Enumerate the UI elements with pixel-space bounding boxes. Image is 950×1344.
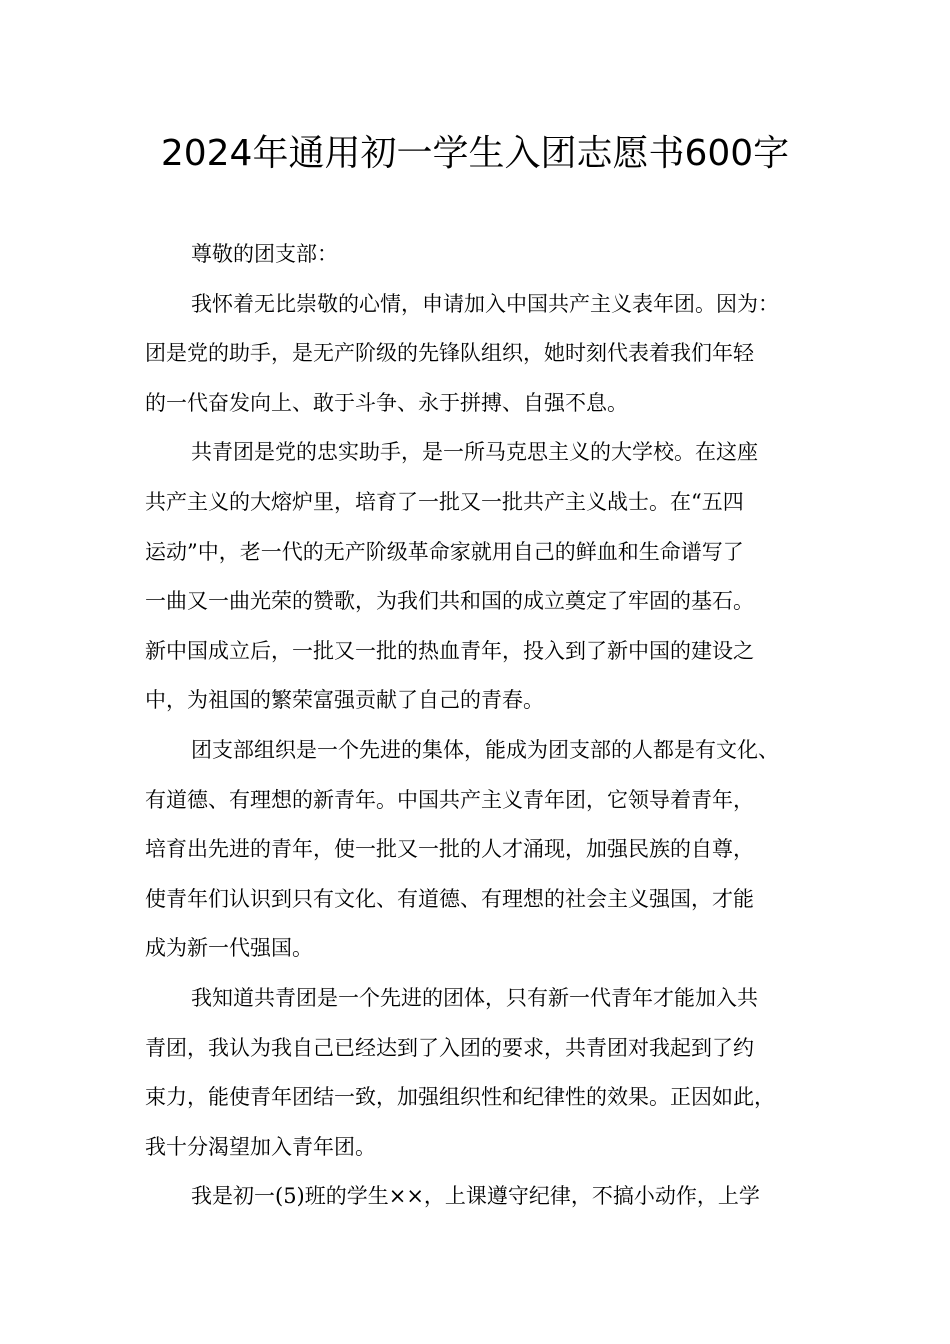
text-line: 我怀着无比崇敬的心情，申请加入中国共产主义表年团。因为： — [191, 291, 779, 316]
text-line: 成为新一代强国。 — [145, 936, 313, 961]
body-paragraph — [145, 726, 825, 974]
text-line: 一曲又一曲光荣的赞歌，为我们共和国的成立奠定了牢固的基石。 — [145, 589, 754, 614]
text-line: 培育出先进的青年，使一批又一批的人才涌现，加强民族的自尊， — [145, 837, 754, 862]
text-line: 中，为祖国的繁荣富强贡献了自己的青春。 — [145, 688, 544, 713]
text-line: 团是党的助手，是无产阶级的先锋队组织，她时刻代表着我们年轻 — [145, 341, 754, 366]
body-paragraph — [145, 974, 825, 1172]
text-line: 我十分渴望加入青年团。 — [145, 1134, 376, 1159]
text-line: 使青年们认识到只有文化、有道德、有理想的社会主义强国，才能 — [145, 886, 754, 911]
body-paragraph — [145, 280, 825, 429]
text-line: 尊敬的团支部： — [191, 242, 338, 266]
text-line: 有道德、有理想的新青年。中国共产主义青年团，它领导着青年， — [145, 787, 754, 812]
text-line: 束力，能使青年团结一致，加强组织性和纪律性的效果。正因如此， — [145, 1085, 775, 1110]
text-line: 我是初一(5)班的学生××，上课遵守纪律，不搞小动作，上学 — [191, 1184, 760, 1209]
body-paragraph — [145, 1172, 825, 1222]
text-line: 我知道共青团是一个先进的团体，只有新一代青年才能加入共 — [191, 985, 758, 1010]
text-line: 的一代奋发向上、敢于斗争、永于拼搏、自强不息。 — [145, 390, 628, 415]
text-line: 共青团是党的忠实助手，是一所马克思主义的大学校。在这座 — [191, 440, 758, 465]
text-line: 青团，我认为我自己已经达到了入团的要求，共青团对我起到了约 — [145, 1035, 754, 1060]
text-line: 共产主义的大熔炉里，培育了一批又一批共产主义战士。在“五四 — [145, 489, 744, 514]
text-line: 运动”中，老一代的无产阶级革命家就用自己的鲜血和生命谱写了 — [145, 539, 744, 564]
document-title: 2024年通用初一学生入团志愿书600字 — [160, 133, 790, 174]
salutation — [145, 230, 825, 280]
text-line: 新中国成立后，一批又一批的热血青年，投入到了新中国的建设之 — [145, 638, 754, 663]
body-paragraph — [145, 428, 825, 726]
text-line: 团支部组织是一个先进的集体，能成为团支部的人都是有文化、 — [191, 737, 779, 762]
document-body — [145, 230, 825, 1222]
